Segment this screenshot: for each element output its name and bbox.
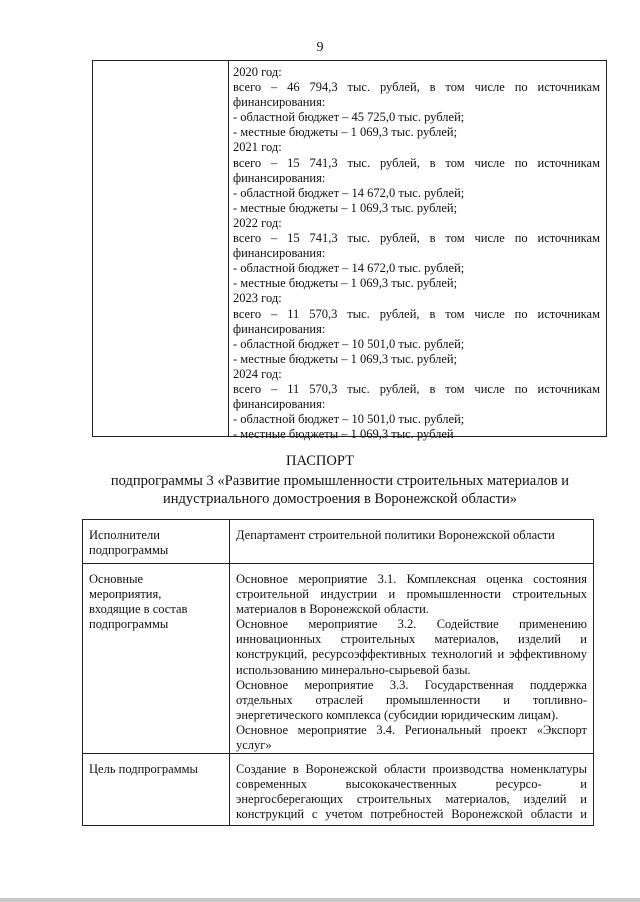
text-line: - областной бюджет – 14 672,0 тыс. рублей; [233, 185, 465, 200]
text-line: - местные бюджеты – 1 069,3 тыс. рублей; [233, 351, 458, 366]
text-line: энергетического комплекса (субсидии юридическим лицам). [236, 707, 559, 722]
passport-table [82, 519, 594, 826]
text-line: всего – 15 741,3 тыс. рублей, в том числе по источникам [233, 231, 600, 246]
text-line: всего – 15 741,3 тыс. рублей, в том числе по источникам [233, 155, 600, 170]
text-line: всего – 46 794,3 тыс. рублей, в том числе по источникам [233, 80, 600, 95]
text-line: современных высококачественных ресурсо- и [236, 777, 587, 792]
text-line: 2023 год: [233, 291, 282, 306]
table-row [83, 754, 594, 826]
text-line: Основное мероприятие 3.1. Комплексная оценка состояния [236, 572, 587, 586]
row-value [230, 754, 594, 826]
text-line: 2024 год: [233, 366, 282, 381]
text-line: всего – 11 570,3 тыс. рублей, в том числе по источникам [233, 306, 600, 321]
funding-label-cell [93, 61, 229, 436]
subprogram-title: подпрограммы 3 «Развитие промышленности строительных материалов и индустриального домостроения в Воронежской области» [110, 473, 570, 507]
text-line: Основное мероприятие 3.3. Государственная поддержка [236, 677, 587, 692]
text-line: 2022 год: [233, 215, 282, 230]
text-line: - местные бюджеты – 1 069,3 тыс. рублей; [233, 125, 458, 140]
text-line: финансирования: [233, 170, 326, 185]
funding-value-cell [233, 65, 600, 442]
funding-table [92, 60, 607, 442]
text-line: Основное мероприятие 3.2. Содействие применению [236, 617, 587, 632]
text-line: строительной индустрии и промышленности строительных [236, 587, 587, 602]
text-line: инновационных строительных материалов, изделий и [236, 632, 587, 647]
text-line: подпрограммы [89, 617, 169, 632]
row-value [230, 520, 594, 564]
text-line: подпрограммы [89, 543, 169, 558]
row-label [83, 520, 230, 564]
text-line: Исполнители [89, 528, 160, 542]
text-line: отдельных отраслей промышленности и топливно- [236, 692, 587, 707]
text-line: финансирования: [233, 95, 326, 110]
text-line: входящие в состав [89, 602, 188, 617]
table-row [83, 520, 594, 564]
text-line: финансирования: [233, 397, 326, 412]
passport-title: ПАСПОРТ [286, 453, 354, 469]
table-row [83, 564, 594, 754]
text-line: Создание в Воронежской области производства номенклатуры [236, 762, 587, 777]
text-line: конструкций с учетом потребностей Воронежской области и [236, 807, 587, 822]
text-line: услуг» [236, 738, 272, 753]
text-line: всего – 11 570,3 тыс. рублей, в том числе по источникам [233, 381, 600, 396]
text-line: энергосберегающих строительных материалов, изделий и [236, 792, 587, 807]
text-line: мероприятия, [89, 587, 162, 602]
page-bottom-edge [0, 898, 640, 902]
text-line: Основное мероприятие 3.4. Региональный проект «Экспорт [236, 722, 587, 737]
text-line: финансирования: [233, 246, 326, 261]
text-line: материалов в Воронежской области. [236, 602, 429, 617]
text-line: - областной бюджет – 10 501,0 тыс. рублей; [233, 336, 465, 351]
row-label [83, 564, 230, 754]
text-line: - местные бюджеты – 1 069,3 тыс. рублей; [233, 200, 458, 215]
row-label [83, 754, 230, 826]
text-line: - местные бюджеты – 1 069,3 тыс. рублей; [233, 276, 458, 291]
row-value [230, 564, 594, 754]
text-line: - областной бюджет – 14 672,0 тыс. рублей; [233, 261, 465, 276]
page-number: 9 [316, 40, 324, 55]
text-line: Департамент строительной политики Воронежской области [236, 528, 555, 542]
text-line: конструкций, ресурсоэффективных технологий и эффективному [236, 647, 587, 662]
text-line: 2020 год: [233, 65, 282, 79]
text-line: - местные бюджеты – 1 069,3 тыс. рублей [233, 427, 454, 442]
text-line: финансирования: [233, 321, 326, 336]
text-line: 2021 год: [233, 140, 282, 155]
text-line: - областной бюджет – 10 501,0 тыс. рублей; [233, 412, 465, 427]
text-line: - областной бюджет – 45 725,0 тыс. рублей; [233, 110, 465, 125]
text-line: Цель подпрограммы [89, 762, 198, 777]
text-line: Основные [89, 572, 144, 586]
text-line: использованию минерально-сырьевой базы. [236, 662, 471, 677]
